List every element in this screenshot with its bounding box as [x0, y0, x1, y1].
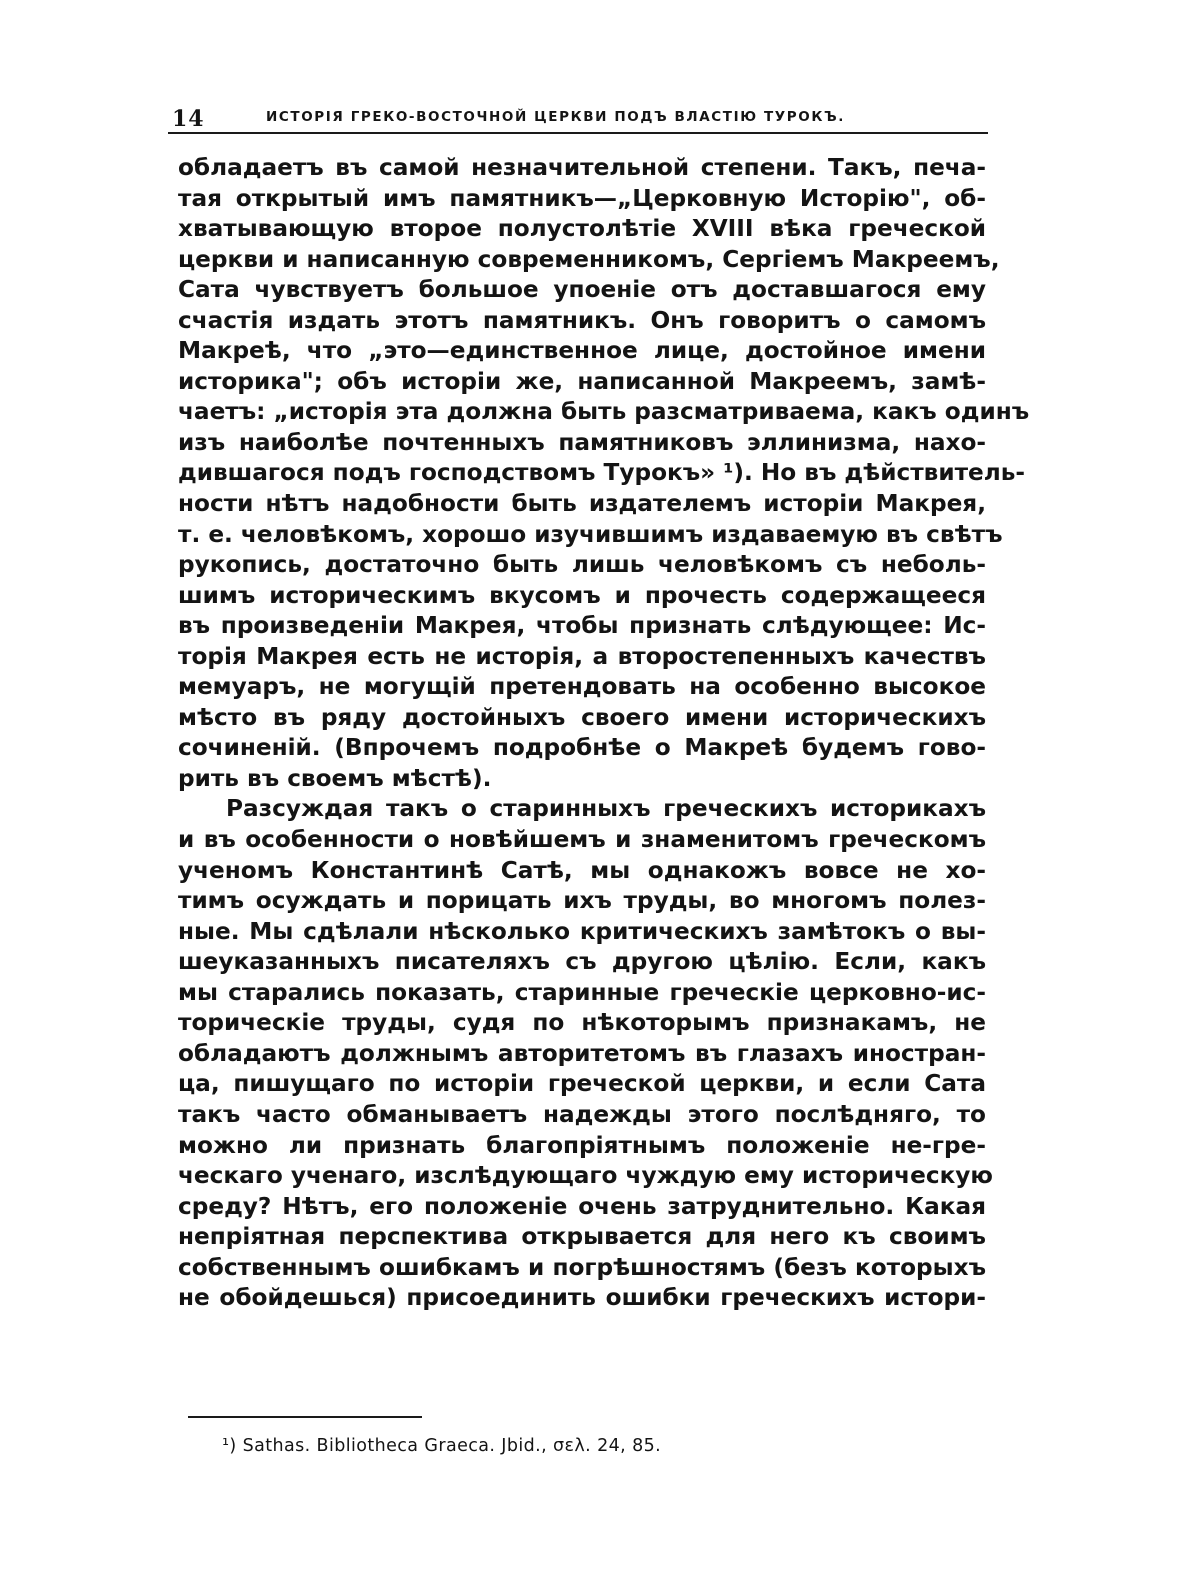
text-line: ученомъ Константинѣ Сатѣ, мы однакожъ вовсе не хо-	[178, 856, 986, 884]
paragraph-1	[178, 153, 1030, 794]
text-line: счастія издать этотъ памятникъ. Онъ говоритъ о самомъ	[178, 306, 986, 334]
text-line: такъ часто обманываетъ надежды этого послѣдняго, то	[178, 1100, 986, 1128]
text-line: непріятная перспектива открывается для него къ своимъ	[178, 1223, 986, 1251]
text-line: и въ особенности о новѣйшемъ и знаменитомъ греческомъ	[178, 826, 986, 854]
text-line: торія Макрея есть не исторія, а второстепенныхъ качествъ	[178, 642, 986, 670]
text-line: т. е. человѣкомъ, хорошо изучившимъ издаваемую въ свѣтъ	[178, 520, 1003, 548]
text-line: ца, пишущаго по исторіи греческой церкви, и если Сата	[178, 1070, 986, 1098]
text-line: въ произведеніи Макрея, чтобы признать слѣдующее: Ис-	[178, 612, 986, 640]
text-line: шеуказанныхъ писателяхъ съ другою цѣлію. Если, какъ	[178, 948, 986, 976]
text-line: тая открытый имъ памятникъ—„Церковную Исторію", об-	[178, 184, 986, 212]
text-line: торическіе труды, судя по нѣкоторымъ признакамъ, не	[178, 1009, 986, 1037]
text-line: ности нѣтъ надобности быть издателемъ исторіи Макрея,	[178, 490, 986, 518]
text-line: чаетъ: „исторія эта должна быть разсматриваема, какъ одинъ	[178, 398, 1030, 426]
text-line: мѣсто въ ряду достойныхъ своего имени историческихъ	[178, 703, 986, 731]
text-line: можно ли признать благопріятнымъ положеніе не-гре-	[178, 1131, 986, 1159]
text-line: обладаютъ должнымъ авторитетомъ въ глазахъ иностран-	[178, 1039, 986, 1067]
text-line: Разсуждая такъ о старинныхъ греческихъ историкахъ	[226, 795, 986, 823]
body-text	[178, 153, 1030, 1314]
running-head	[168, 102, 988, 134]
text-line: хватывающую второе полустолѣтіе XVIII вѣка греческой	[178, 215, 986, 243]
text-line: дившагося подъ господствомъ Турокъ» ¹). Но въ дѣйствитель-	[178, 459, 1026, 487]
paragraph-2	[178, 794, 993, 1313]
text-line: изъ наиболѣе почтенныхъ памятниковъ эллинизма, нахо-	[178, 428, 986, 456]
page-number: 14	[172, 106, 205, 132]
text-line: ческаго ученаго, изслѣдующаго чуждую ему историческую	[178, 1162, 993, 1190]
footnote-divider	[188, 1416, 422, 1418]
running-title: ИСТОРІЯ ГРЕКО-ВОСТОЧНОЙ ЦЕРКВИ ПОДЪ ВЛАСТІЮ ТУРОКЪ.	[266, 109, 845, 125]
footnote: ¹) Sathas. Bibliotheca Graeca. Jbid., σελ. 24, 85.	[222, 1436, 662, 1456]
text-line: мемуаръ, не могущій претендовать на особенно высокое	[178, 673, 986, 701]
text-line: тимъ осуждать и порицать ихъ труды, во многомъ полез-	[178, 887, 986, 915]
text-line: церкви и написанную современникомъ, Сергіемъ Макреемъ,	[178, 245, 1000, 273]
text-line: рить въ своемъ мѣстѣ).	[178, 764, 492, 792]
text-line: Сата чувствуетъ большое упоеніе отъ доставшагося ему	[178, 276, 986, 304]
text-line: шимъ историческимъ вкусомъ и прочесть содержащееся	[178, 581, 986, 609]
text-line: сочиненій. (Впрочемъ подробнѣе о Макреѣ будемъ гово-	[178, 734, 986, 762]
text-line: мы старались показать, старинные греческіе церковно-ис-	[178, 978, 986, 1006]
text-line: Макреѣ, что „это—единственное лице, достойное имени	[178, 337, 986, 365]
text-line: среду? Нѣтъ, его положеніе очень затруднительно. Какая	[178, 1192, 986, 1220]
text-line: собственнымъ ошибкамъ и погрѣшностямъ (безъ которыхъ	[178, 1253, 986, 1281]
text-line: рукопись, достаточно быть лишь человѣкомъ съ неболь-	[178, 551, 986, 579]
text-line: ные. Мы сдѣлали нѣсколько критическихъ замѣтокъ о вы-	[178, 917, 986, 945]
text-line: не обойдешься) присоединить ошибки греческихъ истори-	[178, 1284, 986, 1312]
text-line: историка"; объ исторіи же, написанной Макреемъ, замѣ-	[178, 367, 986, 395]
text-line: обладаетъ въ самой незначительной степени. Такъ, печа-	[178, 154, 986, 181]
